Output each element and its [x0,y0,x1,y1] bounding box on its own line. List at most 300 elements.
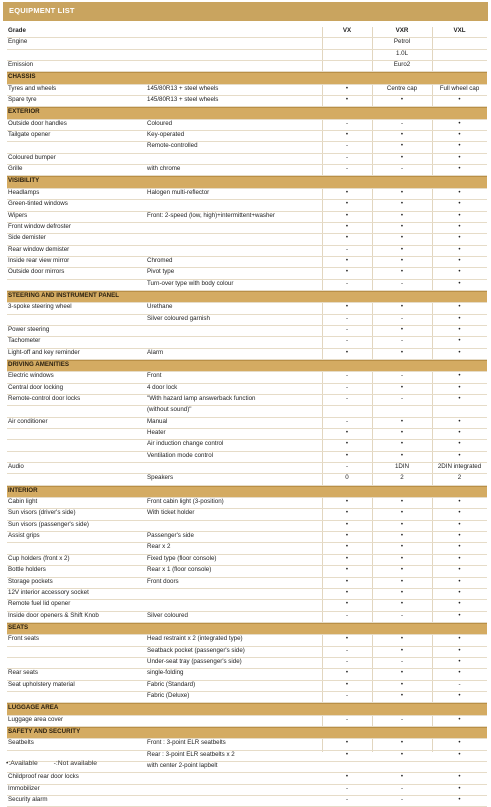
table-row [7,681,487,692]
vxr-value: 2 [400,474,404,482]
feature-detail: Manual [147,417,168,425]
vxl-value: • [458,383,461,391]
feature-detail: Rear x 1 (floor console) [147,566,212,574]
feature-detail: Alarm [147,348,164,356]
section-header [7,291,487,303]
section-header [7,107,487,119]
feature-name: Cup holders (front x 2) [8,554,70,562]
equipment-table [7,27,487,807]
feature-detail: Front: 2-speed (low, high)+intermittent+washer [147,211,275,219]
vxl-value: • [458,532,461,540]
vxr-value: • [400,532,404,540]
vx-value: • [345,588,349,596]
vxr-value: • [400,234,404,242]
feature-name: Spare tyre [8,96,37,104]
vxr-value: • [400,268,404,276]
vxl-value: • [458,784,461,792]
section-header [7,703,487,715]
vxr-value: • [400,96,404,104]
vxr-value: VXR [395,27,409,34]
vxl-value: • [458,509,461,517]
vxr-value: • [400,325,404,333]
feature-detail: Coloured [147,119,173,127]
vx-value: - [345,796,349,804]
feature-name: Tyres and wheels [8,84,57,92]
table-row [7,257,487,268]
vxr-value: • [400,417,404,425]
feature-name: Light-off and key reminder [8,348,80,356]
table-row [7,566,487,577]
vx-value: • [345,577,349,585]
vxr-value: • [400,566,404,574]
vxl-value: • [458,131,461,139]
feature-detail: 4 door lock [147,383,178,391]
table-row [7,50,487,61]
feature-detail: Passenger's side [147,532,194,540]
legend-available: •:Available [6,760,38,767]
feature-detail: "With hazard lamp answerback function [147,395,256,402]
feature-detail: Remote-controlled [147,142,198,150]
vxr-value: • [400,256,404,264]
table-row [7,61,487,72]
vx-value: • [345,451,349,459]
vxl-value: • [458,739,461,747]
feature-name: 12V interior accessory socket [8,588,89,596]
vxr-value: • [400,554,404,562]
feature-detail: Speakers [147,474,174,482]
vxl-value: • [458,279,461,287]
vx-value: - [345,142,349,150]
vx-value: - [345,279,349,287]
vxl-value: • [458,188,461,196]
vxl-value: • [458,119,461,127]
vx-value: • [345,429,349,437]
vx-value: • [345,680,349,688]
vxr-value: • [400,348,404,356]
feature-name: Assist grips [8,532,40,540]
feature-detail: Head restraint x 2 (integrated type) [147,635,243,643]
vxr-value: 1.0L [395,49,409,57]
feature-name: Coloured bumper [8,153,56,161]
vxl-value: • [458,142,461,150]
table-row [7,658,487,669]
section-title: EXTERIOR [8,108,40,116]
vxl-value: • [458,577,461,585]
table-row [7,739,487,750]
vx-value: • [345,554,349,562]
vx-value: - [345,245,349,253]
vxl-value: • [458,153,461,161]
table-row [7,165,487,176]
vx-value: • [345,498,349,506]
feature-detail: Seatback pocket (passenger's side) [147,646,245,654]
table-row [7,223,487,234]
feature-detail: Front cabin light (3-position) [147,498,224,506]
vxr-value: • [400,440,404,448]
vxr-value: - [400,395,404,402]
feature-detail: Turn-over type with body colour [147,279,234,287]
vxl-value: • [458,96,461,104]
table-row [7,440,487,451]
feature-name: Seat upholstery material [8,680,75,688]
feature-name: Wipers [8,211,28,219]
vxr-value: • [400,680,404,688]
legend [6,760,111,767]
table-row [7,509,487,520]
feature-detail: Fabric (Standard) [147,680,196,688]
table-row [7,635,487,646]
vx-value: • [345,739,349,747]
table-row [7,96,487,107]
feature-detail: Front [147,372,162,380]
feature-detail: With ticket holder [147,509,195,517]
feature-name: Remote-control door locks [8,395,81,402]
feature-detail: Urethane [147,303,173,311]
feature-detail: Heater [147,429,166,437]
vx-value: • [345,234,349,242]
vx-value: • [345,84,349,92]
vx-value: • [345,131,349,139]
table-row [7,474,487,485]
vxr-value: - [400,314,404,322]
feature-name: Air conditioner [8,417,48,425]
vxr-value: - [400,796,404,804]
vxr-value: - [400,119,404,127]
vx-value: - [345,119,349,127]
vxr-value: • [400,498,404,506]
table-row [7,234,487,245]
feature-name: Remote fuel lid opener [8,600,71,608]
vxr-value: • [400,429,404,437]
vx-value: • [345,543,349,551]
table-row [7,429,487,440]
vx-value: - [345,657,349,665]
vxl-value: • [458,314,461,322]
section-header [7,486,487,498]
feature-detail: Rear x 2 [147,543,171,551]
vx-value: • [345,532,349,540]
vxr-value: • [400,750,404,758]
vxl-value: • [458,498,461,506]
vx-value: - [345,383,349,391]
table-row [7,384,487,395]
vxl-value: • [458,222,461,230]
feature-name: Security alarm [8,796,48,804]
table-row [7,452,487,463]
vx-value: • [345,750,349,758]
section-title: STEERING AND INSTRUMENT PANEL [8,291,120,299]
vx-value: • [345,773,349,781]
table-row [7,120,487,131]
table-row [7,578,487,589]
vxl-value: • [458,303,461,311]
feature-detail: Front : 3-point ELR seatbelts [147,739,226,747]
table-row [7,692,487,703]
vxl-value: • [458,520,461,528]
feature-name: Rear seats [8,669,38,677]
feature-name: Immobilizer [8,784,40,792]
feature-name: Tachometer [8,337,41,345]
vx-value: VX [342,27,352,34]
table-row [7,669,487,680]
vxr-value: • [400,245,404,253]
vxr-value: - [400,784,404,792]
vxl-value: • [458,200,461,208]
section-header [7,623,487,635]
feature-name: Childproof rear door locks [8,773,79,781]
vxl-value: • [458,268,461,276]
feature-name: Inside door openers & Shift Knob [8,611,99,619]
vx-value: - [345,417,349,425]
vxl-value: • [458,417,461,425]
vxl-value: • [458,566,461,574]
vxl-value: • [458,372,461,380]
feature-detail: 145/80R13 + steel wheels [147,96,219,104]
vxl-value: • [458,429,461,437]
table-row [7,212,487,223]
table-row [7,189,487,200]
section-title: LUGGAGE AREA [8,704,59,712]
table-row [7,796,487,807]
vxl-value: VXL [453,27,466,34]
vx-value: • [345,268,349,276]
vx-value: • [345,635,349,643]
vx-value: • [345,222,349,230]
feature-detail: Chromed [147,256,173,264]
feature-name: Front seats [8,635,39,643]
feature-name: Central door locking [8,383,64,391]
table-row [7,498,487,509]
vxl-value: 2DIN integrated [437,463,482,471]
vxl-value: • [458,773,461,781]
feature-name: Outside door mirrors [8,268,65,276]
vx-value: • [345,256,349,264]
table-row [7,395,487,406]
vx-value: - [345,646,349,654]
vx-value: - [345,314,349,322]
vxl-value: • [458,669,461,677]
page-title: EQUIPMENT LIST [9,6,75,15]
vxl-value: • [458,691,461,699]
vxr-value: • [400,646,404,654]
vxl-value: • [458,440,461,448]
vx-value: - [345,463,349,471]
feature-name: Front window defroster [8,222,71,230]
table-row [7,337,487,348]
vxr-value: • [400,303,404,311]
feature-detail: 145/80R13 + steel wheels [147,84,219,92]
table-row [7,154,487,165]
table-row [7,589,487,600]
feature-detail: with center 2-point lapbelt [147,762,218,769]
vxr-value: - [400,279,404,287]
vxr-value: • [400,543,404,551]
section-header [7,727,487,739]
table-row [7,131,487,142]
vx-value: • [345,600,349,608]
vx-value: • [345,200,349,208]
vxr-value: - [400,657,404,665]
table-row [7,349,487,360]
vxl-value: • [458,211,461,219]
vxl-value: • [458,554,461,562]
feature-name: Sun visors (passenger's side) [8,520,89,528]
vx-value: - [345,325,349,333]
feature-detail: Air induction change control [147,440,224,448]
vxl-value: • [458,395,461,402]
table-row [7,543,487,554]
feature-detail: Silver coloured garnish [147,314,210,322]
vxl-value: • [458,796,461,804]
section-header [7,72,487,84]
vxr-value: Centre cap [386,84,418,92]
table-row [7,521,487,532]
vxr-value: - [400,611,404,619]
vxl-value: • [458,165,461,173]
table-row [7,555,487,566]
legend-not-available: -:Not available [53,760,98,767]
feature-detail: Rear : 3-point ELR seatbelts x 2 [147,750,235,758]
vxl-value: • [458,635,461,643]
feature-name: Sun visors (driver's side) [8,509,76,517]
vx-value: - [345,691,349,699]
vxr-value: • [400,635,404,643]
table-row [7,303,487,314]
vxr-value: • [400,509,404,517]
feature-name: Cabin light [8,498,38,506]
vxr-value: - [400,715,404,723]
vx-value: • [345,96,349,104]
table-row [7,463,487,474]
vx-value: • [345,509,349,517]
feature-name: Green-tinted windows [8,200,68,208]
vxr-value: • [400,451,404,459]
vx-value: - [345,337,349,345]
vxl-value: • [458,657,461,665]
vxl-value: • [458,611,461,619]
table-row [7,372,487,383]
vxr-value: • [400,200,404,208]
vxr-value: • [400,588,404,596]
feature-name: Audio [8,463,24,471]
section-title: SAFETY AND SECURITY [8,727,81,735]
vx-value: - [345,165,349,173]
table-row [7,200,487,211]
table-row [7,785,487,796]
vx-value: • [345,303,349,311]
vxl-value: • [458,588,461,596]
vxl-value: • [458,325,461,333]
feature-detail: Silver coloured [147,611,188,619]
feature-detail: Ventilation mode control [147,451,214,459]
vx-value: • [345,348,349,356]
feature-name: Electric windows [8,372,54,380]
equipment-list-banner [3,2,488,21]
table-header-row [7,27,487,38]
vxr-value: • [400,131,404,139]
vxl-value: • [458,451,461,459]
section-title: CHASSIS [8,73,36,81]
vxr-value: • [400,773,404,781]
vxl-value: • [458,715,461,723]
vxl-value: • [458,600,461,608]
vxr-value: • [400,691,404,699]
vxr-value: - [400,372,404,380]
vxl-value: 2 [457,474,462,482]
vxl-value: - [458,680,461,688]
vx-value: • [345,188,349,196]
table-row [7,716,487,727]
feature-name: Seatbelts [8,739,34,747]
vx-value: - [345,715,349,723]
vxl-value: • [458,234,461,242]
feature-name: 3-spoke steering wheel [8,303,72,311]
table-row [7,532,487,543]
vxr-value: 1DIN [394,463,410,471]
feature-name: Storage pockets [8,577,53,585]
feature-detail: Fixed type (floor console) [147,554,217,562]
vx-value: - [345,784,349,792]
feature-detail: Pivot type [147,268,175,276]
feature-detail: Fabric (Deluxe) [147,691,190,699]
vx-value: • [345,669,349,677]
table-row [7,647,487,658]
vxl-value: • [458,245,461,253]
vxr-value: Petrol [393,38,411,46]
vxr-value: • [400,739,404,747]
feature-name: Emission [8,61,34,69]
vxr-value: • [400,222,404,230]
table-row [7,280,487,291]
feature-detail: with chrome [147,165,181,173]
vx-value: - [345,611,349,619]
feature-name: Grille [8,165,23,173]
table-row [7,38,487,49]
vxr-value: • [400,520,404,528]
section-header [7,176,487,188]
vxr-value: • [400,383,404,391]
feature-detail: (without sound)" [147,406,192,414]
vxr-value: • [400,600,404,608]
vxl-value: Full wheel cap [439,84,480,92]
section-title: SEATS [8,623,29,631]
vxr-value: Euro2 [393,61,411,69]
vxr-value: • [400,577,404,585]
feature-name: Engine [8,38,28,46]
vxr-value: • [400,142,404,150]
vx-value: • [345,520,349,528]
table-row [7,85,487,96]
table-row [7,600,487,611]
vxl-value: • [458,646,461,654]
table-row [7,612,487,623]
vxr-value: - [400,337,404,345]
feature-detail: Halogen multi-reflector [147,188,210,196]
feature-name: Inside rear view mirror [8,256,70,264]
table-row [7,315,487,326]
table-row [7,246,487,257]
vxl-value: • [458,543,461,551]
vx-value: • [345,211,349,219]
feature-name: Outside door handles [8,119,67,127]
vxl-value: • [458,337,461,345]
table-row [7,268,487,279]
vx-value: 0 [345,474,349,482]
vxr-value: • [400,188,404,196]
feature-detail: Key-operated [147,131,185,139]
section-title: DRIVING AMENITIES [8,360,69,368]
vx-value: - [345,153,349,161]
